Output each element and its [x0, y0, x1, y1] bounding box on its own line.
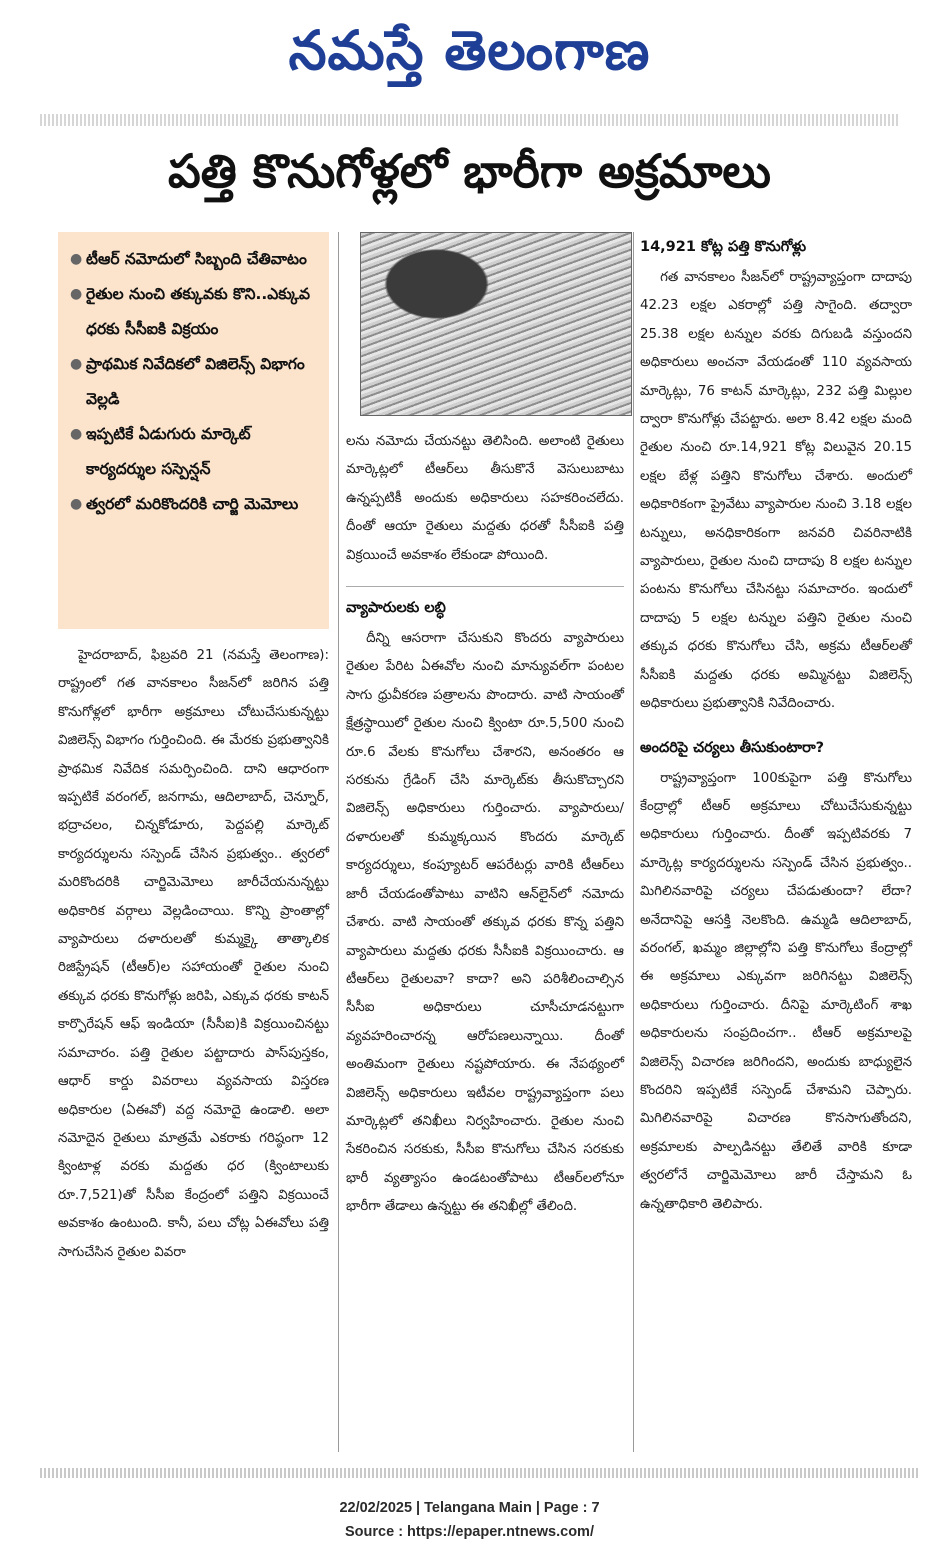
subheading: 14,921 కోట్ల పత్తి కొనుగోళ్లు	[640, 239, 807, 255]
source-link[interactable]: Source : https://epaper.ntnews.com/	[345, 1524, 594, 1540]
cotton-market-photo	[360, 232, 632, 416]
article-paragraph: లను నమోదు చేయనట్టు తెలిసింది. అలాంటి రైతులు మార్కెట్లలో టీఆర్‌లు తీసుకొనే వెసులుబాటు ఉన్నప్పటికీ అందుకు అధికారులు సహకరించలేదు. దీంతో ఆయా రైతులు మద్దతు ధరతో సీసీఐకి పత్తి విక్రయించే అవకాశం లేకుండా పోయింది.	[346, 434, 624, 563]
highlight-item: ● త్వరలో మరికొందరికి చార్జి మెమోలు	[68, 487, 319, 522]
article-column-1	[58, 642, 329, 1267]
highlight-item: ● టీఆర్ నమోదులో సిబ్బంది చేతివాటం	[68, 242, 319, 277]
bullet-icon: ●	[70, 286, 83, 302]
article-column-3	[640, 232, 912, 1219]
footer-divider	[40, 1468, 920, 1478]
subheading: వ్యాపారులకు లబ్ధి	[346, 586, 624, 623]
bullet-icon: ●	[70, 426, 83, 442]
edition-info: 22/02/2025 | Telangana Main | Page : 7	[339, 1500, 600, 1516]
newspaper-title: నమస్తే తెలంగాణ	[288, 18, 651, 82]
footer	[0, 1496, 939, 1544]
masthead-divider	[40, 114, 900, 126]
column-divider	[338, 232, 339, 1452]
article-column-2	[346, 428, 624, 1222]
highlight-item: ● ఇప్పటికే ఏడుగురు మార్కెట్ కార్యదర్శుల సస్పెన్షన్	[68, 417, 319, 487]
article-paragraph: గత వానకాలం సీజన్‌లో రాష్ట్రవ్యాప్తంగా దాదాపు 42.23 లక్షల ఎకరాల్లో పత్తి సాగైంది. తద్వారా 25.38 లక్షల టన్నుల వరకు దిగుబడి వస్తుందని అధికారులు అంచనా వేయడంతో 110 వ్యవసాయ మార్కెట్లు, 76 కాటన్ మార్కెట్లు, 232 పత్తి మిల్లుల ద్వారా కొనుగోళ్లు చేపట్టారు. అలా 8.42 లక్షల మంది రైతుల నుంచి రూ.14,921 కోట్ల విలువైన 20.15 లక్షల బేళ్ల పత్తిని కొనుగోలు చేశారు. అందులో అధికారికంగా ప్రైవేటు వ్యాపారుల నుంచి 3.18 లక్షల టన్నులు, అనధికారికంగా జనవరి చివరినాటికి వ్యాపారులు, రైతుల నుంచి దాదాపు 8 లక్షల టన్నుల పంటను కొనుగోలు చేసినట్టు సమాచారం. ఇందులో దాదాపు 5 లక్షల టన్నుల పత్తిని రైతుల నుంచి తక్కువ ధరకు కొనుగోలు చేసి, అక్రమ టీఆర్‌లతో సీసీఐకి మద్దతు ధరకు అమ్మినట్టు విజిలెన్స్ అధికారులు ప్రభుత్వానికి నివేదించారు.	[640, 270, 912, 712]
article-paragraph: రాష్ట్రవ్యాప్తంగా 100కుపైగా పత్తి కొనుగోలు కేంద్రాల్లో టీఆర్ అక్రమాలు చోటుచేసుకున్నట్టు అధికారులు గుర్తించారు. దీంతో ఇప్పటివరకు 7 మార్కెట్ల కార్యదర్శులను సస్పెండ్ చేసిన ప్రభుత్వం.. మిగిలినవారిపై చర్యలు చేపడుతుందా? లేదా? అనేదానిపై ఆసక్తి నెలకొంది. ఉమ్మడి ఆదిలాబాద్, వరంగల్, ఖమ్మం జిల్లాల్లోని పత్తి కొనుగోలు కేంద్రాల్లో ఈ అక్రమాలు ఎక్కువగా జరిగినట్టు విజిలెన్స్ అధికారులు గుర్తించారు. దీనిపై మార్కెటింగ్ శాఖ అధికారులను సంప్రదించగా.. టీఆర్ అక్రమాలపై విజిలెన్స్ విచారణ జరిగిందని, అందుకు బాధ్యులైన కొందరిని ఇప్పటికే సస్పెండ్ చేశామని చెప్పారు. మిగిలినవారిపై విచారణ కొనసాగుతోందని, అక్రమాలకు పాల్పడినట్టు తేలితే వారికి కూడా త్వరలోనే చార్జిమెమోలు జారీ చేస్తామని ఓ ఉన్నతాధికారి తెలిపారు.	[640, 770, 912, 1212]
highlights-list	[68, 242, 319, 522]
bullet-icon: ●	[70, 496, 83, 512]
highlights-box	[58, 232, 329, 629]
highlight-item: ● ప్రాథమిక నివేదికలో విజిలెన్స్ విభాగం వెల్లడి	[68, 347, 319, 417]
highlight-item: ● రైతుల నుంచి తక్కువకు కొని..ఎక్కువ ధరకు సీసీఐకి విక్రయం	[68, 277, 319, 347]
article-paragraph: హైదరాబాద్, ఫిబ్రవరి 21 (నమస్తే తెలంగాణ): రాష్ట్రంలో గత వానకాలం సీజన్‌లో జరిగిన పత్తి కొనుగోళ్లలో భారీగా అక్రమాలు చోటుచేసుకున్నట్టు విజిలెన్స్ విభాగం గుర్తించింది. ఈ మేరకు ప్రభుత్వానికి ప్రాథమిక నివేదిక సమర్పించింది. దాని ఆధారంగా ఇప్పటికే వరంగల్, జనగామ, ఆదిలాబాద్, చెన్నూర్, భద్రాచలం, చిన్నకోడూరు, పెద్దపల్లి మార్కెట్ కార్యదర్శులను సస్పెండ్ చేసిన ప్రభుత్వం.. త్వరలో మరికొందరికి చార్జిమెమోలు జారీచేయనున్నట్టు అధికారిక వర్గాలు వెల్లడించాయి. కొన్ని ప్రాంతాల్లో వ్యాపారులు దళారులతో కుమ్మక్కై తాత్కాలిక రిజిస్ట్రేషన్ (టీఆర్)ల సహాయంతో రైతుల నుంచి తక్కువ ధరకు కొనుగోళ్లు జరిపి, ఎక్కువ ధరకు కాటన్ కార్పొరేషన్ ఆఫ్ ఇండియా (సీసీఐ)కి విక్రయించినట్టు సమాచారం. పత్తి రైతుల పట్టాదారు పాస్‌పుస్తకం, ఆధార్ కార్డు వివరాలు వ్యవసాయ విస్తరణ అధికారుల (ఏఈవో) వద్ద నమోదై ఉండాలి. అలా నమోదైన రైతులు మాత్రమే ఎకరాకు గరిష్ఠంగా 12 క్వింటాళ్ల వరకు మద్దతు ధర (క్వింటాలుకు రూ.7,521)తో సీసీఐ కేంద్రంలో పత్తిని విక్రయించే అవకాశం ఉంటుంది. కానీ, పలు చోట్ల ఏఈవోలు పత్తి సాగుచేసిన రైతుల వివరా	[58, 648, 329, 1260]
subheading: అందరిపై చర్యలు తీసుకుంటారా?	[640, 739, 825, 756]
column-divider	[633, 232, 634, 1452]
bullet-icon: ●	[70, 356, 83, 372]
headline: పత్తి కొనుగోళ్లలో భారీగా అక్రమాలు	[168, 144, 771, 198]
masthead	[0, 10, 939, 90]
bullet-icon: ●	[70, 251, 83, 267]
article-paragraph: దీన్ని ఆసరాగా చేసుకుని కొందరు వ్యాపారులు రైతుల పేరిట ఏఈవోల నుంచి మాన్యువల్‌గా పంటల సాగు ధ్రువీకరణ పత్రాలను పొందారు. వాటి సాయంతో క్షేత్రస్థాయిలో రైతుల నుంచి క్వింటా రూ.5,500 నుంచి రూ.6 వేలకు కొనుగోలు చేశారని, అనంతరం ఆ సరకును గ్రేడింగ్ చేసి మార్కెట్‌కు తీసుకొచ్చారని విజిలెన్స్ అధికారులు గుర్తించారు. వ్యాపారులు/దళారులతో కుమ్మక్కయిన కొందరు మార్కెట్ కార్యదర్శులు, కంప్యూటర్ ఆపరేటర్లు వారికి టీఆర్‌లు జారీ చేయడంతోపాటు వాటిని ఆన్‌లైన్‌లో నమోదు చేశారు. వాటి సాయంతో తక్కువ ధరకు కొన్న పత్తిని వ్యాపారులు మద్దతు ధరకు సీసీఐకి విక్రయించారు. ఆ టీఆర్‌లు రైతులవా? కాదా? అని పరిశీలించాల్సిన సీసీఐ అధికారులు చూసీచూడనట్టుగా వ్యవహరించారన్న ఆరోపణలున్నాయి. దీంతో అంతిమంగా రైతులు నష్టపోయారు. ఈ నేపథ్యంలో విజిలెన్స్ అధికారులు ఇటీవల రాష్ట్రవ్యాప్తంగా పలు మార్కెట్లలో తనిఖీలు నిర్వహించారు. రైతుల నుంచి సేకరించిన సరకుకు, సీసీఐ కొనుగోలు చేసిన సరకుకు భారీ వ్యత్యాసం ఉండటంతోపాటు టీఆర్‌లలోనూ భారీగా తేడాలు ఉన్నట్టు ఈ తనిఖీల్లో తేలింది.	[346, 631, 624, 1215]
